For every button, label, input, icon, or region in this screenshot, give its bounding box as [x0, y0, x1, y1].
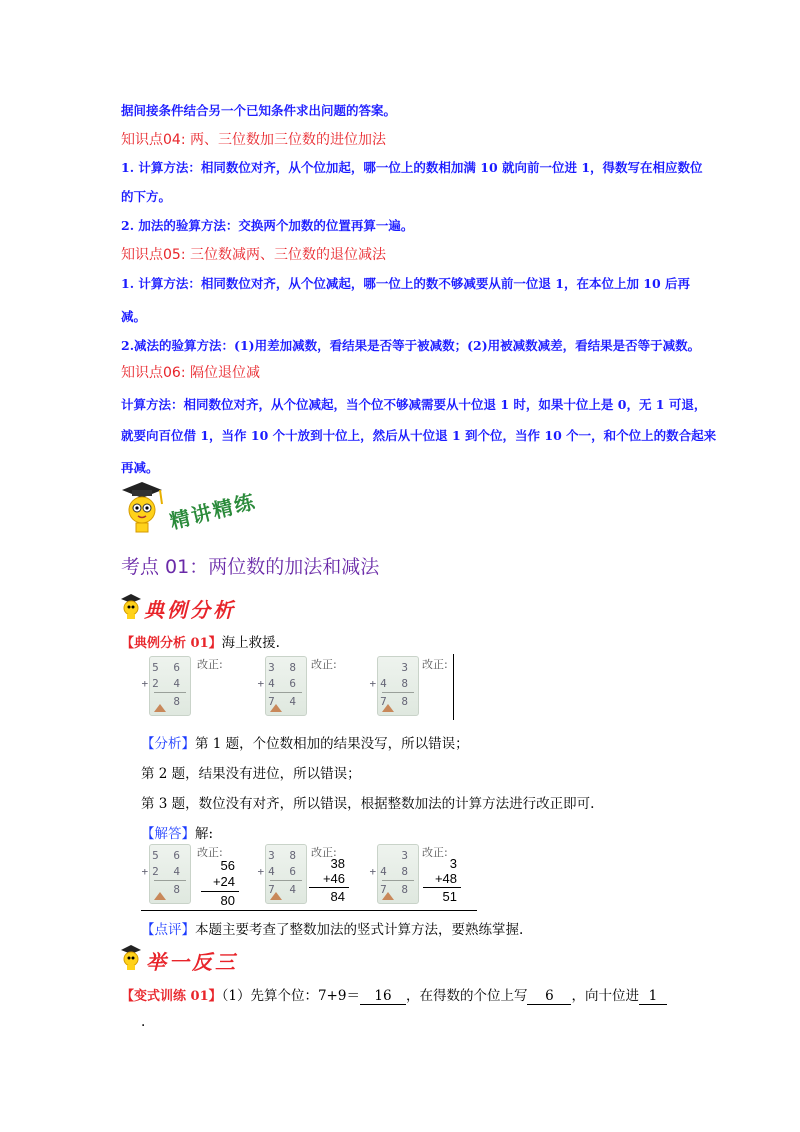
banner-jingjiang: 精讲精练: [167, 489, 259, 534]
knowledge-04-title: 知识点04: 两、三位数加三位数的进位加法: [121, 132, 386, 148]
boat-icon: [382, 892, 394, 900]
answer-1-a: 56: [220, 858, 235, 873]
example-heading: [121, 631, 280, 651]
example-title: 海上救援.: [221, 635, 280, 651]
knowledge-05-p2: 2.减法的验算方法：(1)用差加减数，看结果是否等于被减数；(2)用被减数减差，看结果是否等于减数。: [121, 338, 701, 353]
fix-label-2: 改正:: [311, 658, 337, 671]
blank-ones-digit[interactable]: 6: [527, 988, 571, 1005]
answer-3-c: 51: [442, 889, 457, 904]
intro-line: 据间接条件结合另一个已知条件求出问题的答案。: [121, 103, 397, 118]
analysis-tag: 【分析】: [141, 736, 195, 752]
fix-label-1: 改正:: [197, 658, 223, 671]
knowledge-06-p1a: 计算方法：相同数位对齐，从个位减起，当个位不够减需要从十位退 1 时，如果十位上是 0，无 1 可退，: [121, 397, 707, 412]
answer-card-3: 3 +4 8 7 8: [377, 844, 419, 904]
boat-icon: [270, 704, 282, 712]
knowledge-06-p1b: 就要向百位借 1，当作 10 个十放到十位上，然后从十位退 1 到个位，当作 10 个一，和个位上的数合起来: [121, 428, 717, 443]
comment-tag: 【点评】: [141, 922, 195, 938]
mascot-small-icon: [120, 593, 142, 619]
practice-line: 【变式训练 01】（1）先算个位：7+9＝ 16 ，在得数的个位上写 6 ，向十位进 1: [121, 984, 667, 1005]
comment-line: 【点评】本题主要考查了整数加法的竖式计算方法，要熟练掌握.: [141, 922, 524, 938]
analysis-line-2: 第 2 题，结果没有进位，所以错误；: [141, 766, 361, 782]
practice-tag: 【变式训练 01】: [121, 989, 222, 1004]
answer-tag: 【解答】: [141, 826, 195, 842]
knowledge-05-title: 知识点05: 三位数减两、三位数的退位减法: [121, 247, 386, 263]
example-tag: 【典例分析 01】: [121, 636, 222, 651]
answer-1-b: +24: [212, 874, 235, 889]
knowledge-06-title: 知识点06: 隔位退位减: [121, 365, 260, 381]
answer-heading: 【解答】解:: [141, 826, 214, 842]
blank-ones-sum[interactable]: 16: [360, 988, 406, 1005]
kaodian-title: 考点 01：两位数的加法和减法: [121, 556, 380, 578]
banner-dianli: 典例分析: [144, 598, 236, 622]
boat-icon: [270, 892, 282, 900]
knowledge-04-p2: 2. 加法的验算方法：交换两个加数的位置再算一遍。: [121, 218, 414, 233]
mascot-small-icon-2: [120, 944, 142, 970]
blank-carry[interactable]: 1: [639, 988, 667, 1005]
analysis-line-3: 第 3 题，数位没有对齐，所以错误，根据整数加法的计算方法进行改正即可.: [141, 796, 595, 812]
answer-1-c: 80: [220, 893, 235, 908]
knowledge-05-p1a: 1. 计算方法：相同数位对齐，从个位减起，哪一位上的数不够减要从前一位退 1，在本位上加 10 后再: [121, 276, 691, 291]
fix-label-3: 改正:: [422, 658, 448, 671]
answer-2-b: +46: [322, 871, 345, 886]
boat-icon: [154, 704, 166, 712]
answer-card-2: 3 8 +4 6 7 4: [265, 844, 307, 904]
boat-icon: [382, 704, 394, 712]
knowledge-04-p1b: 的下方。: [121, 189, 172, 204]
analysis-line-1: 【分析】第 1 题，个位数相加的结果没写，所以错误；: [141, 736, 469, 752]
problem-cards-row: [141, 654, 455, 720]
problem-card-1: 5 6 +2 4 8: [149, 656, 191, 716]
divider: [453, 654, 454, 720]
problem-card-3: 3 +4 8 7 8: [377, 656, 419, 716]
answer-2-a: 38: [330, 856, 345, 871]
answer-card-1: 5 6 +2 4 8: [149, 844, 191, 904]
problem-card-2: 3 8 +4 6 7 4: [265, 656, 307, 716]
answer-3-b: +48: [434, 871, 457, 886]
knowledge-04-p1a: 1. 计算方法：相同数位对齐，从个位加起，哪一位上的数相加满 10 就向前一位进 1，得数写在相应数位: [121, 160, 703, 175]
knowledge-05-p1b: 减。: [121, 309, 147, 324]
practice-dot: .: [141, 1014, 146, 1030]
boat-icon: [154, 892, 166, 900]
mascot-graduate-icon: [118, 480, 166, 536]
answer-2-c: 84: [330, 889, 345, 904]
banner-juyi: 举一反三: [146, 950, 238, 974]
knowledge-06-p1c: 再减。: [121, 460, 159, 475]
answer-baseline: [141, 910, 477, 911]
answer-3-a: 3: [449, 856, 457, 871]
answer-cards-row: 5 6 +2 4 8 改正: 56 +24 80 3 8 +4 6 7 4 改正: 38 +46 84 3 +4 8 7 8 改正: 3 +48 51: [141, 842, 477, 912]
